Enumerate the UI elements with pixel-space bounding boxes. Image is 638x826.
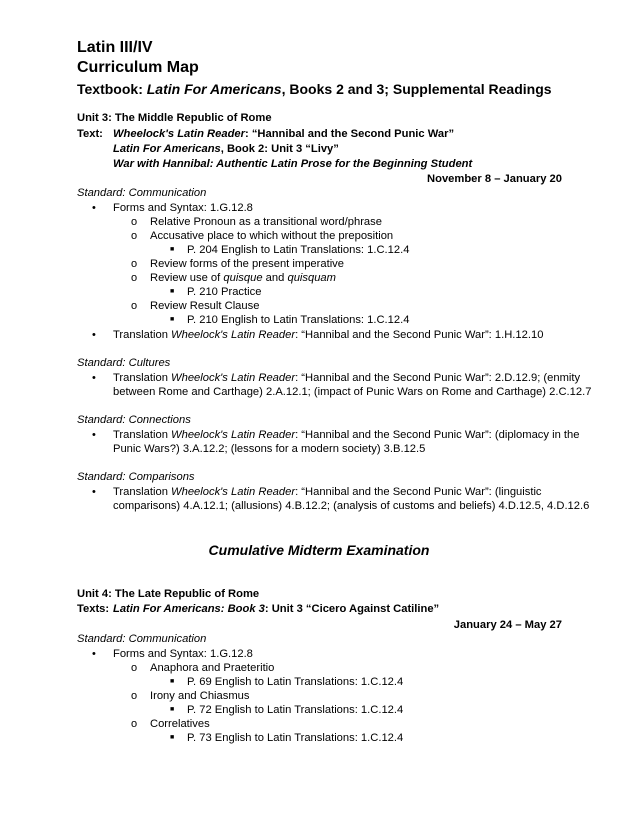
bullet-icon: • [92,486,96,498]
unit4-p73: P. 73 English to Latin Translations: 1.C.12.4 [187,732,404,744]
bullet-icon: • [92,648,96,660]
square-bullet-icon: ■ [170,246,175,253]
unit3-cultures-translation-line2: between Rome and Carthage) 2.A.12.1; (impact of Punic Wars on Rome and Carthage) 2.C.12.7 [113,386,592,398]
translation-rest: : “Hannibal and the Second Punic War”: 1.H.12.10 [295,329,544,341]
unit4-standard-communication: Standard: Communication [77,633,207,645]
unit4-p72: P. 72 English to Latin Translations: 1.C.12.4 [187,704,404,716]
circle-bullet-icon: o [131,662,138,674]
unit3-text2-rest: , Book 2: Unit 3 “Livy” [220,143,339,155]
unit3-quisque-pre: Review use of [150,272,224,284]
circle-bullet-icon: o [131,272,138,284]
unit3-standard-communication: Standard: Communication [77,187,207,199]
circle-bullet-icon: o [131,690,138,702]
unit3-text1-rest: : “Hannibal and the Second Punic War” [244,128,455,140]
unit4-correlatives: Correlatives [150,718,210,730]
bullet-icon: • [92,429,96,441]
unit3-heading: Unit 3: The Middle Republic of Rome [77,112,272,124]
unit4-text-label: Texts: [77,603,110,615]
translation-title: Wheelock's Latin Reader [171,329,296,341]
document-title: Latin III/IV [77,39,153,56]
unit3-relative-pronoun: Relative Pronoun as a transitional word/phrase [150,216,382,228]
unit3-p204: P. 204 English to Latin Translations: 1.C.12.4 [187,244,410,256]
unit3-quisque: quisque [223,272,263,284]
unit3-result-clause: Review Result Clause [150,300,260,312]
textbook-line [77,80,552,98]
translation-pre: Translation [113,329,172,341]
square-bullet-icon: ■ [170,316,175,323]
unit3-text2 [113,142,339,156]
circle-bullet-icon: o [131,718,138,730]
unit3-accusative-place: Accusative place to which without the preposition [150,230,394,242]
midterm-exam-heading: Cumulative Midterm Examination [208,542,430,558]
unit3-communication-translation [113,328,543,342]
unit4-heading: Unit 4: The Late Republic of Rome [77,588,260,600]
unit3-comparisons-translation-line2: comparisons) 4.A.12.1; (allusions) 4.B.12.2; (analysis of customs and beliefs) 4.D.12.5, 4.D.12.6 [113,500,590,512]
translation-rest: : “Hannibal and the Second Punic War”: (diplomacy in the [295,429,580,441]
square-bullet-icon: ■ [170,706,175,713]
square-bullet-icon: ■ [170,678,175,685]
translation-pre: Translation [113,429,172,441]
unit3-dates: November 8 – January 20 [427,173,562,185]
unit3-comparisons-translation [113,485,542,499]
unit3-connections-translation [113,428,579,442]
circle-bullet-icon: o [131,258,138,270]
translation-pre: Translation [113,372,172,384]
unit3-standard-comparisons: Standard: Comparisons [77,471,195,483]
textbook-title: Latin For Americans [146,81,282,97]
unit3-text2-title: Latin For Americans [113,143,221,155]
unit4-dates: January 24 – May 27 [453,619,562,631]
unit3-connections-translation-line2: Punic Wars?) 3.A.12.2; (lessons for a modern society) 3.B.12.5 [113,443,426,455]
unit3-text3: War with Hannibal: Authentic Latin Prose for the Beginning Student [113,158,473,170]
bullet-icon: • [92,202,96,214]
circle-bullet-icon: o [131,300,138,312]
unit3-quisquam: quisquam [287,272,336,284]
unit4-p69: P. 69 English to Latin Translations: 1.C.12.4 [187,676,404,688]
document-subtitle: Curriculum Map [77,59,199,76]
unit3-imperative: Review forms of the present imperative [150,258,344,270]
unit3-quisque-and: and [262,272,288,284]
unit3-forms-syntax: Forms and Syntax: 1.G.12.8 [113,202,253,214]
unit3-text1 [113,127,454,141]
unit3-text1-title: Wheelock's Latin Reader [113,128,245,140]
square-bullet-icon: ■ [170,734,175,741]
unit4-anaphora: Anaphora and Praeteritio [150,662,275,674]
circle-bullet-icon: o [131,230,138,242]
translation-pre: Translation [113,486,172,498]
unit4-irony: Irony and Chiasmus [150,690,250,702]
translation-title: Wheelock's Latin Reader [171,429,296,441]
unit3-p210-practice: P. 210 Practice [187,286,262,298]
unit4-text-rest: : Unit 3 “Cicero Against Catiline” [264,603,440,615]
translation-rest: : “Hannibal and the Second Punic War”: (linguistic [295,486,542,498]
square-bullet-icon: ■ [170,288,175,295]
unit3-quisque-line [150,271,336,285]
translation-rest: : “Hannibal and the Second Punic War”: 2.D.12.9; (enmity [295,372,581,384]
unit4-text-title: Latin For Americans: Book 3 [113,603,265,615]
unit3-text-label: Text: [77,128,103,140]
unit3-p210-translations: P. 210 English to Latin Translations: 1.C.12.4 [187,314,410,326]
bullet-icon: • [92,372,96,384]
translation-title: Wheelock's Latin Reader [171,372,296,384]
unit4-forms-syntax: Forms and Syntax: 1.G.12.8 [113,648,253,660]
unit3-standard-cultures: Standard: Cultures [77,357,171,369]
translation-title: Wheelock's Latin Reader [171,486,296,498]
unit3-standard-connections: Standard: Connections [77,414,191,426]
textbook-label: Textbook: [77,81,147,97]
unit4-text [113,602,439,616]
unit3-cultures-translation [113,371,580,385]
textbook-rest: , Books 2 and 3; Supplemental Readings [281,81,552,97]
circle-bullet-icon: o [131,216,138,228]
bullet-icon: • [92,329,96,341]
